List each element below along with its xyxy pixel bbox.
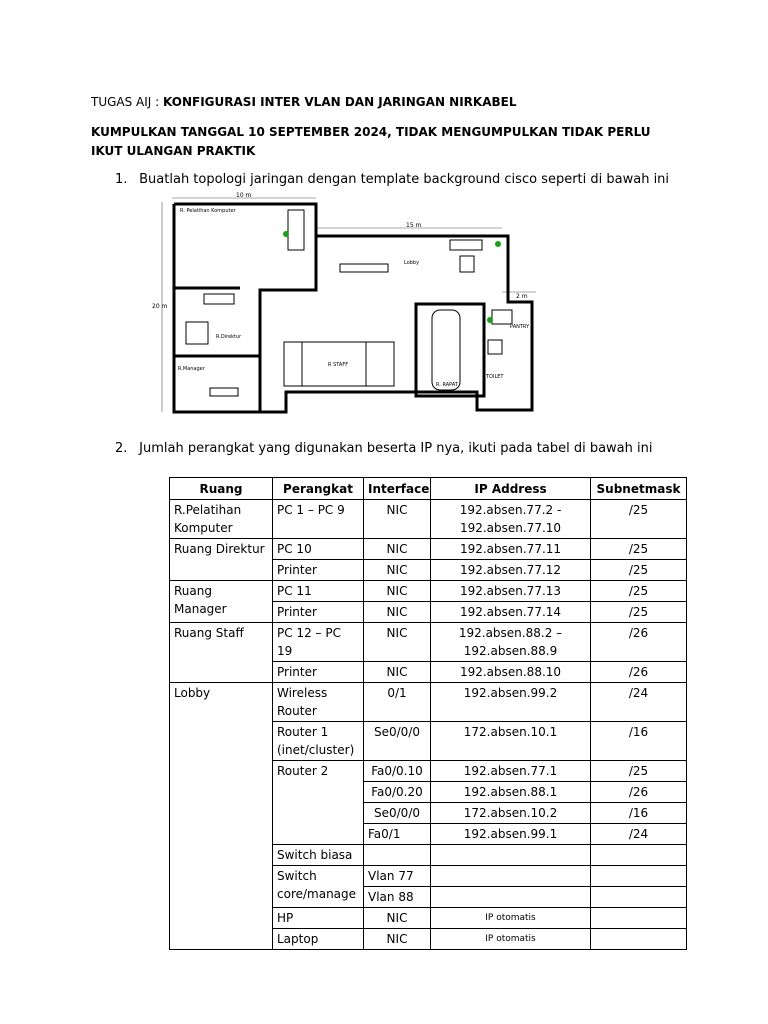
instruction-2-text: Jumlah perangkat yang digunakan beserta IP nya, ikuti pada tabel di bawah ini (139, 441, 653, 456)
cell-ip: 192.absen.99.1 (431, 824, 591, 845)
cell-ruang: R.Pelatihan Komputer (170, 500, 273, 539)
cell-ip: 192.absen.77.11 (431, 539, 591, 560)
cell-interface: Se0/0/0 (364, 803, 431, 824)
table-header-row (170, 478, 687, 500)
cell-mask: /26 (591, 662, 687, 683)
cell-mask: /25 (591, 581, 687, 602)
cell-perangkat: Router 1 (inet/cluster) (273, 722, 364, 761)
device-ip-table (169, 477, 687, 950)
header-ruang: Ruang (170, 478, 273, 500)
header-ip-address: IP Address (431, 478, 591, 500)
room-label-lobby: Lobby (404, 260, 420, 266)
header-subnetmask: Subnetmask (591, 478, 687, 500)
outer-walls (174, 204, 532, 412)
table-row (170, 539, 687, 560)
table-row (170, 581, 687, 602)
cell-interface: NIC (364, 560, 431, 581)
cell-interface: Vlan 88 (364, 887, 431, 908)
instruction-2-number: 2. (115, 441, 128, 456)
cell-ruang: Ruang Staff (170, 623, 273, 683)
cell-mask: /26 (591, 623, 687, 662)
cell-perangkat: Laptop (273, 929, 364, 950)
cell-perangkat: Switch core/manage (273, 866, 364, 908)
cell-ip: 192.absen.88.10 (431, 662, 591, 683)
cell-mask: /24 (591, 683, 687, 722)
cell-perangkat: Printer (273, 560, 364, 581)
cell-perangkat: Router 2 (273, 761, 364, 845)
cell-ip: 192.absen.99.2 (431, 683, 591, 722)
cell-mask (591, 929, 687, 950)
cell-ruang: Lobby (170, 683, 273, 950)
cell-interface: NIC (364, 662, 431, 683)
cell-perangkat: Switch biasa (273, 845, 364, 866)
cell-interface: NIC (364, 581, 431, 602)
cell-interface: Vlan 77 (364, 866, 431, 887)
cell-interface: NIC (364, 602, 431, 623)
cell-interface: NIC (364, 500, 431, 539)
cell-mask (591, 887, 687, 908)
cell-mask (591, 908, 687, 929)
cell-perangkat: PC 1 – PC 9 (273, 500, 364, 539)
cell-ip: 192.absen.77.12 (431, 560, 591, 581)
instruction-1-number: 1. (115, 172, 128, 187)
room-label-pelatihan: R. Pelatihan Komputer (180, 208, 236, 214)
cell-interface: NIC (364, 929, 431, 950)
cell-mask: /25 (591, 500, 687, 539)
cell-ip: 192.absen.77.2 - 192.absen.77.10 (431, 500, 591, 539)
header-interface: Interface (364, 478, 431, 500)
cell-interface: NIC (364, 623, 431, 662)
cell-interface: NIC (364, 908, 431, 929)
cell-mask: /25 (591, 560, 687, 581)
cell-mask (591, 866, 687, 887)
cell-mask: /25 (591, 761, 687, 782)
instruction-1 (115, 172, 669, 187)
title-prefix: TUGAS AIJ : (91, 95, 164, 109)
instruction-1-text: Buatlah topologi jaringan dengan template background cisco seperti di bawah ini (139, 172, 670, 187)
cell-ip: IP otomatis (431, 908, 591, 929)
dim-right: 2 m (516, 293, 528, 300)
cell-mask: /25 (591, 602, 687, 623)
cell-mask: /16 (591, 803, 687, 824)
deadline-notice: KUMPULKAN TANGGAL 10 SEPTEMBER 2024, TIDAK MENGUMPULKAN TIDAK PERLU IKUT ULANGAN PRAKTIK (91, 125, 651, 158)
cell-mask: /16 (591, 722, 687, 761)
instruction-2 (115, 441, 652, 456)
cell-interface: Fa0/0.20 (364, 782, 431, 803)
cell-perangkat: PC 10 (273, 539, 364, 560)
cell-perangkat: Printer (273, 602, 364, 623)
cell-ip: 172.absen.10.2 (431, 803, 591, 824)
cell-ip: 192.absen.77.14 (431, 602, 591, 623)
cell-perangkat: PC 12 – PC 19 (273, 623, 364, 662)
cell-interface: NIC (364, 539, 431, 560)
cell-ip: 192.absen.88.1 (431, 782, 591, 803)
cell-ip: IP otomatis (431, 929, 591, 950)
cell-interface: Fa0/1 (364, 824, 431, 845)
cell-perangkat: Printer (273, 662, 364, 683)
cell-ip: 192.absen.77.13 (431, 581, 591, 602)
table-row (170, 683, 687, 722)
dim-mid: 15 m (406, 222, 422, 229)
room-label-manager: R.Manager (178, 366, 205, 372)
floor-plan (152, 192, 536, 416)
room-label-toilet: TOILET (486, 374, 504, 380)
cell-interface: Fa0/0.10 (364, 761, 431, 782)
cell-ip: 192.absen.88.2 – 192.absen.88.9 (431, 623, 591, 662)
cell-interface (364, 845, 431, 866)
room-label-pantry: PANTRY (510, 324, 530, 330)
cell-mask: /25 (591, 539, 687, 560)
cell-ip: 192.absen.77.1 (431, 761, 591, 782)
cell-ip (431, 845, 591, 866)
table-row (170, 623, 687, 662)
cell-interface: 0/1 (364, 683, 431, 722)
cell-perangkat: PC 11 (273, 581, 364, 602)
room-label-direktur: R.Direktur (216, 334, 242, 340)
cell-perangkat: HP (273, 908, 364, 929)
dim-top: 10 m (236, 192, 252, 199)
header-perangkat: Perangkat (273, 478, 364, 500)
room-label-staff: R STAFF (328, 362, 349, 368)
cell-mask: /24 (591, 824, 687, 845)
cell-mask: /26 (591, 782, 687, 803)
document-title (91, 95, 517, 109)
table-row (170, 500, 687, 539)
cell-perangkat: Wireless Router (273, 683, 364, 722)
cell-ip: 172.absen.10.1 (431, 722, 591, 761)
cell-ip (431, 887, 591, 908)
dim-left: 20 m (152, 303, 168, 310)
cell-interface: Se0/0/0 (364, 722, 431, 761)
cell-ruang: Ruang Direktur (170, 539, 273, 581)
room-label-rapat: R. RAPAT (436, 382, 458, 388)
cell-ruang: Ruang Manager (170, 581, 273, 623)
title-bold: KONFIGURASI INTER VLAN DAN JARINGAN NIRKABEL (163, 95, 517, 109)
cell-mask (591, 845, 687, 866)
cell-ip (431, 866, 591, 887)
